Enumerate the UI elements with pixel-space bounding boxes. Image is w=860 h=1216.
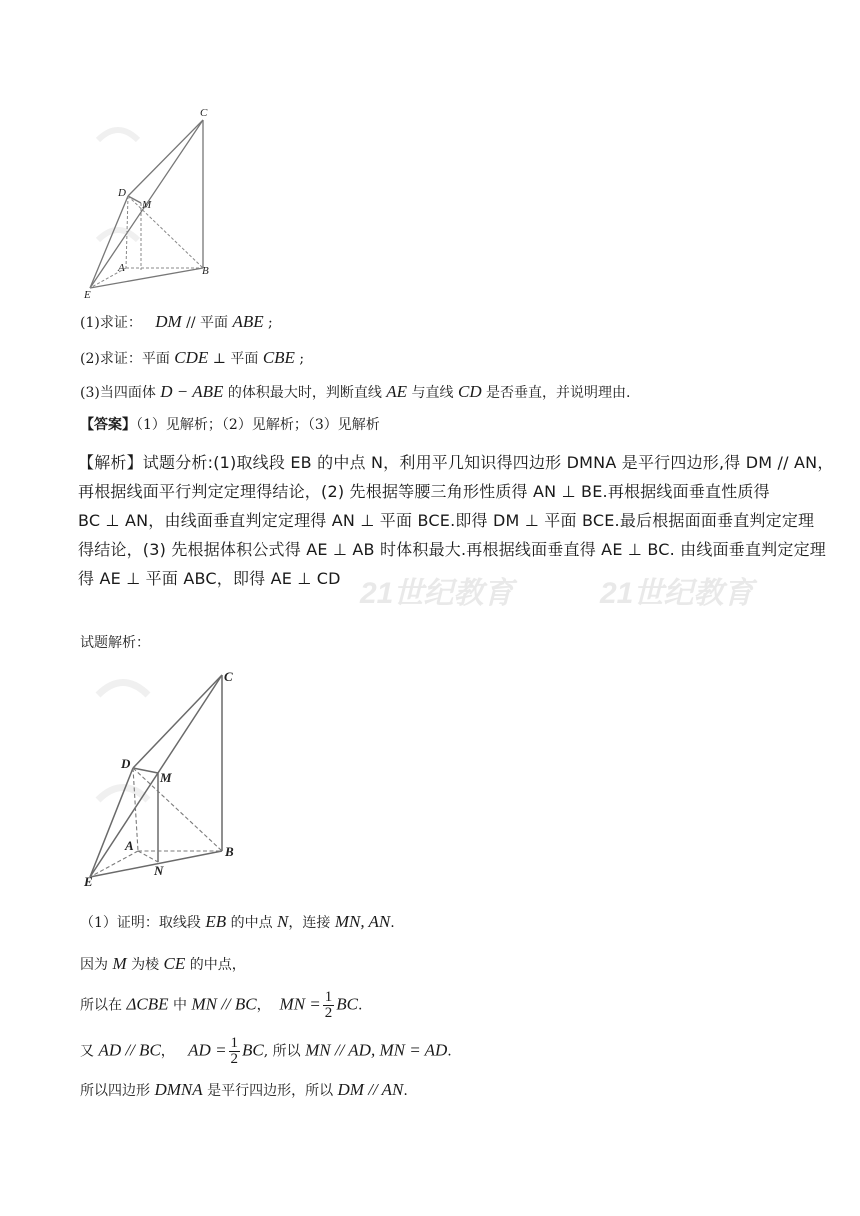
analysis-line: 【解析】试题分析:(1)取线段 EB 的中点 N，利用平几知识得四边形 DMNA 是平行四边形,得 DM // AN， (78, 453, 834, 472)
answer-label: 【答案】 (80, 417, 136, 433)
analysis-line: 再根据线面平行判定定理得结论，(2) 先根据等腰三角形性质得 AN ⊥ BE.再根据线面垂直性质得 (78, 482, 770, 501)
point-label-M: M (142, 199, 152, 211)
answer-line (80, 414, 380, 434)
proof-line-2: 因为 M 为棱 CE 的中点， (80, 954, 246, 973)
point-label-B: B (202, 265, 209, 277)
fraction: $\frac{1}{2}$ (324, 989, 333, 1021)
proof-line-3: 所以在 ΔCBE 中 MN // BC， MN = $\frac{1}{2}$ BC. (80, 989, 363, 1021)
proof-line-4: 又 AD // BC， AD = $\frac{1}{2}$ BC, 所以 MN // AD, MN = AD. (80, 1035, 452, 1067)
point-label-A: A (118, 262, 125, 274)
proof-line-5: 所以四边形 DMNA 是平行四边形，所以 DM // AN. (80, 1080, 408, 1099)
point-label-D: D (121, 756, 131, 771)
proof-line-1: （1）证明：取线段 EB 的中点 N，连接 MN, AN. (80, 912, 395, 931)
fraction: $\frac{1}{2}$ (230, 1035, 239, 1067)
point-label-M: M (160, 770, 172, 785)
watermark: 21世纪教育 (600, 577, 754, 610)
point-label-E: E (84, 289, 91, 301)
point-label-E: E (84, 874, 93, 889)
geometry-figure-2 (78, 665, 253, 890)
analysis-line: 得 AE ⊥ 平面 ABC，即得 AE ⊥ CD (78, 569, 341, 588)
question-1: (1)求证： DM // 平面 ABE ; (80, 312, 273, 331)
analysis-block (78, 448, 834, 593)
point-label-B: B (225, 844, 234, 859)
geometry-figure-1 (78, 100, 238, 305)
point-label-A: A (125, 838, 134, 853)
analysis-line: 得结论，(3) 先根据体积公式得 AE ⊥ AB 时体积最大.再根据线面垂直得 AE ⊥ BC. 由线面垂直判定定理 (78, 540, 826, 559)
watermark: 21世纪教育 (360, 577, 514, 610)
point-label-C: C (200, 107, 208, 119)
point-label-C: C (224, 669, 233, 684)
analysis-line: BC ⊥ AN，由线面垂直判定定理得 AN ⊥ 平面 BCE.即得 DM ⊥ 平面 BCE.最后根据面面垂直判定定理 (78, 511, 815, 530)
solution-heading: 试题解析： (80, 635, 150, 651)
question-3: (3)当四面体 D − ABE 的体积最大时，判断直线 AE 与直线 CD 是否垂直，并说明理由. (80, 382, 631, 401)
answer-text: （1）见解析；（2）见解析；（3）见解析 (136, 417, 380, 433)
point-label-D: D (118, 187, 126, 199)
point-label-N: N (154, 863, 164, 878)
question-2: (2)求证：平面 CDE ⊥ 平面 CBE ; (80, 348, 305, 367)
